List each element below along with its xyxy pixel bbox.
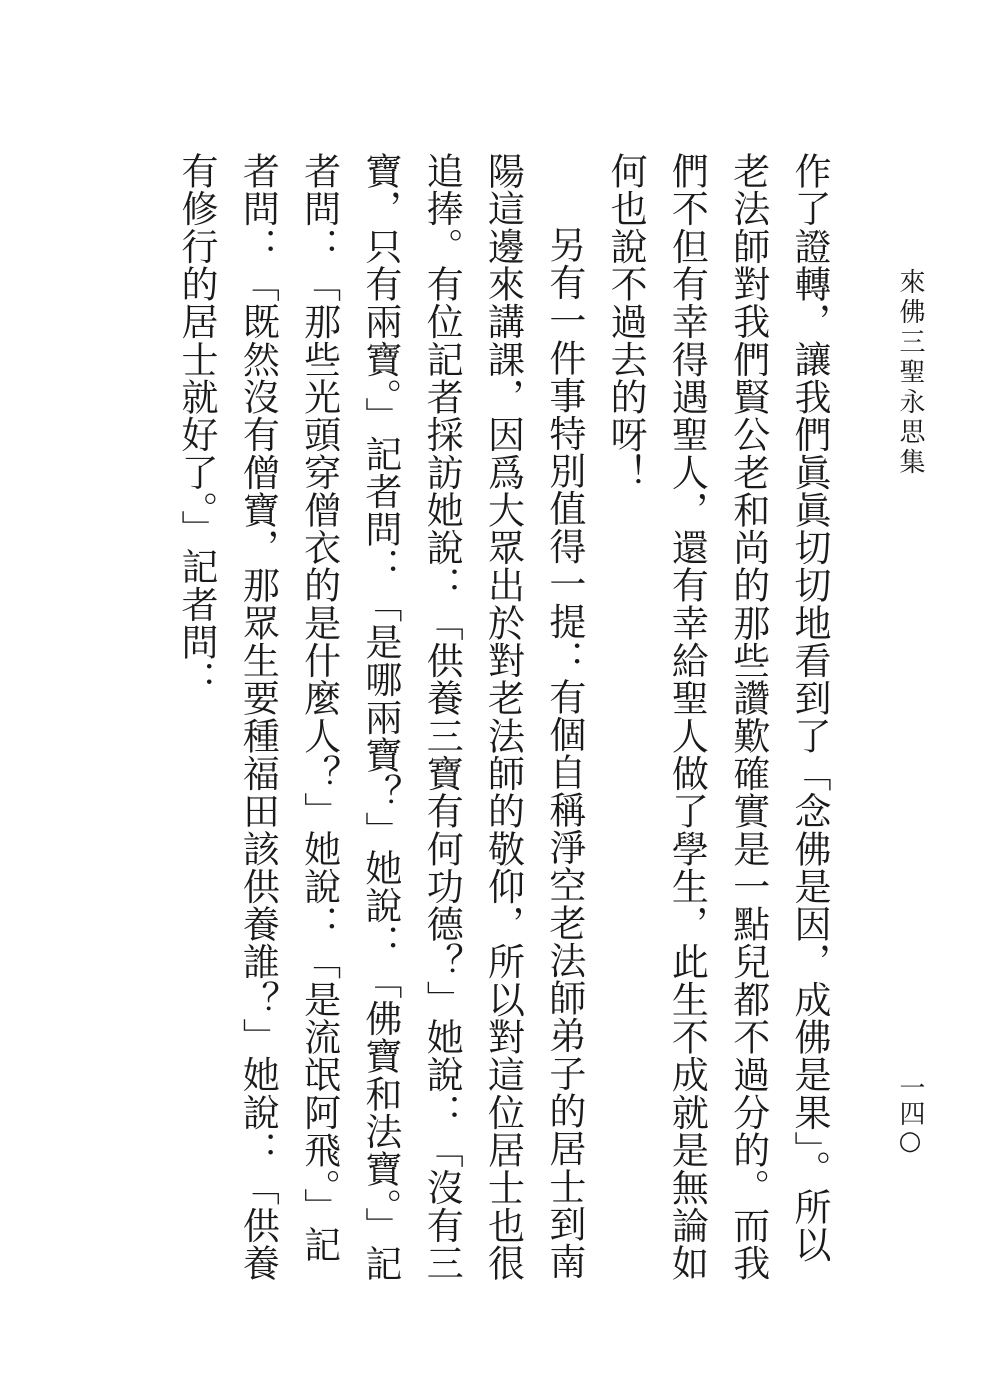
paragraph-1: 作了證轉，讓我們眞眞切切地看到了「念佛是因，成佛是果」。所以老法師對我們賢公老和尚的那些讚歎確實是一點兒都不過分的。而我們不但有幸得遇聖人，還有幸給聖人做了學生，此生不成就是無論如何也說不過去的呀！	[604, 152, 831, 1282]
body-text	[166, 152, 840, 1288]
page-number: 一四○	[895, 1074, 925, 1156]
paragraph-2: 另有一件事特別值得一提：有個自稱淨空老法師弟子的居士到南陽這邊來講課，因爲大眾出於對老法師的敬仰，所以對這位居士也很追捧。有位記者採訪她說：「供養三寶有何功德？」她說：「沒有三寶，只有兩寶。」記者問：「是哪兩寶？」她說：「佛寶和法寶。」記者問：「那些光頭穿僧衣的是什麼人？」她說：「是流氓阿飛。」記者問：「既然沒有僧寶，那眾生要種福田該供養誰？」她說：「供養有修行的居士就好了。」記者問：	[175, 152, 586, 1283]
running-header-book-title: 來佛三聖永思集	[895, 268, 925, 478]
